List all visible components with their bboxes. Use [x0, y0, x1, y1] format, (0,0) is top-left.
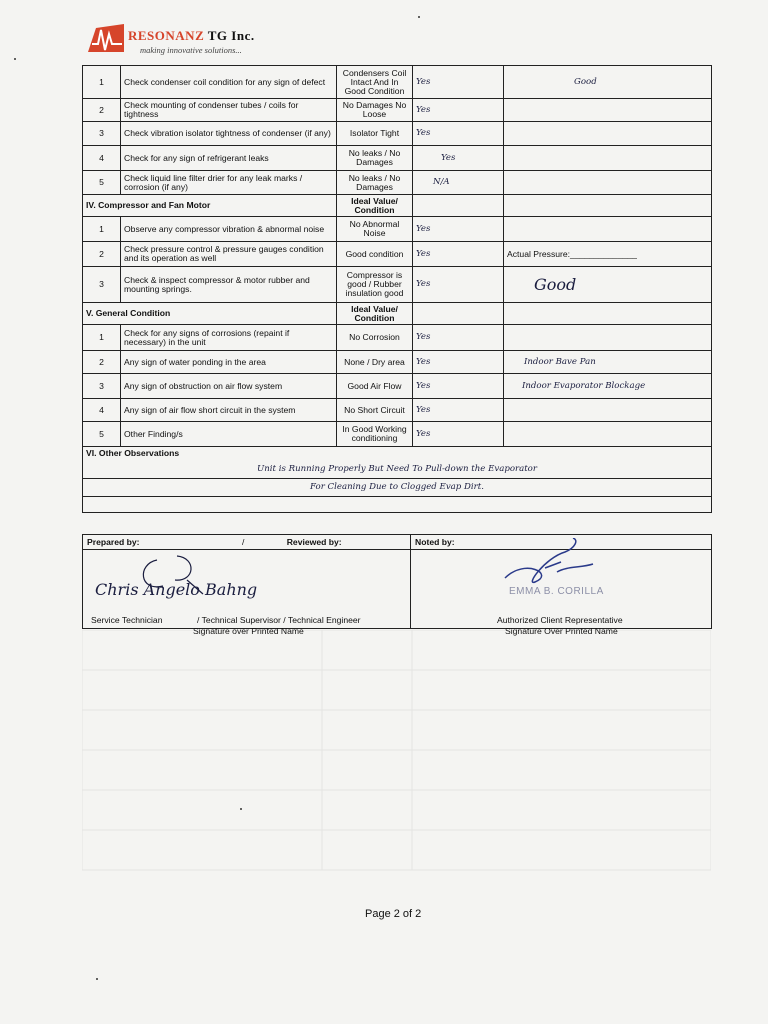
technician-signature: Chris Angelo Bahng — [95, 580, 258, 599]
ideal-condition: Isolator Tight — [337, 122, 413, 146]
brand-suffix: TG Inc. — [204, 28, 255, 43]
handwritten-answer: Yes — [413, 146, 504, 171]
prepared-by-label: Prepared by: — [87, 537, 140, 547]
check-description: Check for any signs of corrosions (repaint if necessary) in the unit — [121, 325, 337, 351]
ideal-condition: No leaks / No Damages — [337, 146, 413, 171]
ideal-condition: Condensers Coil Intact And In Good Condition — [337, 66, 413, 99]
check-description: Any sign of water ponding in the area — [121, 351, 337, 374]
section-title-compressor: IV. Compressor and Fan Motor — [83, 195, 337, 217]
reviewed-by-label: Reviewed by: — [286, 537, 342, 547]
check-description: Any sign of air flow short circuit in the system — [121, 399, 337, 422]
table-row — [83, 171, 712, 195]
ideal-value-header: Ideal Value/ Condition — [337, 303, 413, 325]
observation-line — [83, 497, 712, 513]
handwritten-answer: Yes — [413, 399, 504, 422]
check-description: Check liquid line filter drier for any leak marks / corrosion (if any) — [121, 171, 337, 195]
handwritten-remarks — [504, 217, 712, 242]
table-row — [83, 325, 712, 351]
handwritten-answer: Yes — [413, 325, 504, 351]
scan-speck — [418, 16, 420, 18]
handwritten-answer: Yes — [413, 374, 504, 399]
ideal-condition: Compressor is good / Rubber insulation good — [337, 267, 413, 303]
slash-separator: / — [241, 537, 245, 547]
handwritten-answer: Yes — [413, 99, 504, 122]
ideal-condition: Good condition — [337, 242, 413, 267]
row-number: 3 — [83, 374, 121, 399]
signoff-body-row — [83, 550, 712, 629]
bleed-through-ghost — [82, 630, 711, 880]
row-number: 5 — [83, 171, 121, 195]
technician-signature-box — [83, 550, 411, 636]
ideal-value-header: Ideal Value/ Condition — [337, 195, 413, 217]
caption-client-representative: Authorized Client Representative — [497, 615, 623, 625]
handwritten-answer: Yes — [413, 267, 504, 303]
blank-cell — [504, 303, 712, 325]
noted-by-label: Noted by: — [411, 535, 712, 550]
table-row — [83, 399, 712, 422]
handwritten-remarks: Good — [504, 267, 712, 303]
table-row — [83, 122, 712, 146]
ideal-condition: None / Dry area — [337, 351, 413, 374]
actual-pressure-field: Actual Pressure:______________ — [504, 242, 712, 267]
table-row — [83, 242, 712, 267]
row-number: 2 — [83, 99, 121, 122]
table-row — [83, 66, 712, 99]
brand-name — [128, 28, 255, 44]
check-description: Check condenser coil condition for any sign of defect — [121, 66, 337, 99]
table-row — [83, 146, 712, 171]
handwritten-answer: N/A — [413, 171, 504, 195]
handwritten-remarks — [504, 146, 712, 171]
section-header-row — [83, 195, 712, 217]
ideal-condition: No leaks / No Damages — [337, 171, 413, 195]
handwritten-answer: Yes — [413, 217, 504, 242]
row-number: 1 — [83, 217, 121, 242]
brand-prefix: RESONANZ — [128, 28, 205, 43]
handwritten-remarks — [504, 122, 712, 146]
section-title-observations: VI. Other Observations — [83, 447, 712, 461]
scan-speck — [96, 978, 98, 980]
client-printed-name: EMMA B. CORILLA — [509, 586, 604, 597]
caption-supervisor: / Technical Supervisor / Technical Engineer — [197, 615, 361, 625]
check-description: Check vibration isolator tightness of condenser (if any) — [121, 122, 337, 146]
section-header-row — [83, 447, 712, 461]
row-number: 4 — [83, 399, 121, 422]
handwritten-answer: Yes — [413, 422, 504, 447]
observation-blank-line — [83, 497, 712, 513]
section-title-general: V. General Condition — [83, 303, 337, 325]
check-description: Other Finding/s — [121, 422, 337, 447]
signoff-header-row — [83, 535, 712, 550]
handwritten-remarks — [504, 399, 712, 422]
signoff-table — [82, 534, 712, 636]
check-description: Check pressure control & pressure gauges condition and its operation as well — [121, 242, 337, 267]
handwritten-remarks — [504, 422, 712, 447]
blank-cell — [504, 195, 712, 217]
check-description: Any sign of obstruction on air flow system — [121, 374, 337, 399]
table-row — [83, 99, 712, 122]
ideal-condition: No Damages No Loose — [337, 99, 413, 122]
brand-tagline: making innovative solutions... — [140, 45, 242, 55]
check-description: Check for any sign of refrigerant leaks — [121, 146, 337, 171]
company-logo — [88, 18, 318, 58]
ideal-condition: No Abnormal Noise — [337, 217, 413, 242]
observation-line — [83, 479, 712, 497]
ideal-condition: No Short Circuit — [337, 399, 413, 422]
handwritten-remarks — [504, 171, 712, 195]
client-signature-box — [411, 550, 712, 636]
ideal-condition: No Corrosion — [337, 325, 413, 351]
handwritten-remarks — [504, 325, 712, 351]
row-number: 5 — [83, 422, 121, 447]
table-row — [83, 351, 712, 374]
check-description: Check mounting of condenser tubes / coils for tightness — [121, 99, 337, 122]
handwritten-remarks — [504, 99, 712, 122]
ideal-condition: In Good Working conditioning — [337, 422, 413, 447]
handwritten-answer: Yes — [413, 242, 504, 267]
table-row — [83, 422, 712, 447]
row-number: 3 — [83, 122, 121, 146]
prepared-reviewed-header — [83, 535, 411, 550]
row-number: 1 — [83, 66, 121, 99]
scan-speck — [14, 58, 16, 60]
page-number: Page 2 of 2 — [365, 908, 422, 920]
handwritten-answer: Yes — [413, 122, 504, 146]
section-header-row — [83, 303, 712, 325]
row-number: 2 — [83, 351, 121, 374]
observation-text-line-2: For Cleaning Due to Clogged Evap Dirt. — [83, 479, 712, 497]
check-description: Observe any compressor vibration & abnormal noise — [121, 217, 337, 242]
blank-cell — [413, 195, 504, 217]
handwritten-remarks: Indoor Bave Pan — [504, 351, 712, 374]
handwritten-answer: Yes — [413, 351, 504, 374]
observation-line — [83, 461, 712, 479]
row-number: 3 — [83, 267, 121, 303]
resonanz-logo-mark — [88, 18, 124, 56]
caption-client-signature: Signature Over Printed Name — [505, 626, 618, 636]
row-number: 4 — [83, 146, 121, 171]
handwritten-remarks: Good — [504, 66, 712, 99]
row-number: 2 — [83, 242, 121, 267]
handwritten-answer: Yes — [413, 66, 504, 99]
observation-text-line-1: Unit is Running Properly But Need To Pull-down the Evaporator — [83, 461, 712, 479]
table-row — [83, 217, 712, 242]
caption-service-technician: Service Technician — [91, 615, 163, 625]
blank-cell — [413, 303, 504, 325]
table-row — [83, 374, 712, 399]
scan-speck — [240, 808, 242, 810]
row-number: 1 — [83, 325, 121, 351]
caption-signature-printed: Signature over Printed Name — [193, 626, 304, 636]
check-description: Check & inspect compressor & motor rubber and mounting springs. — [121, 267, 337, 303]
handwritten-remarks: Indoor Evaporator Blockage — [504, 374, 712, 399]
maintenance-checklist-table — [82, 65, 712, 513]
table-row — [83, 267, 712, 303]
ideal-condition: Good Air Flow — [337, 374, 413, 399]
